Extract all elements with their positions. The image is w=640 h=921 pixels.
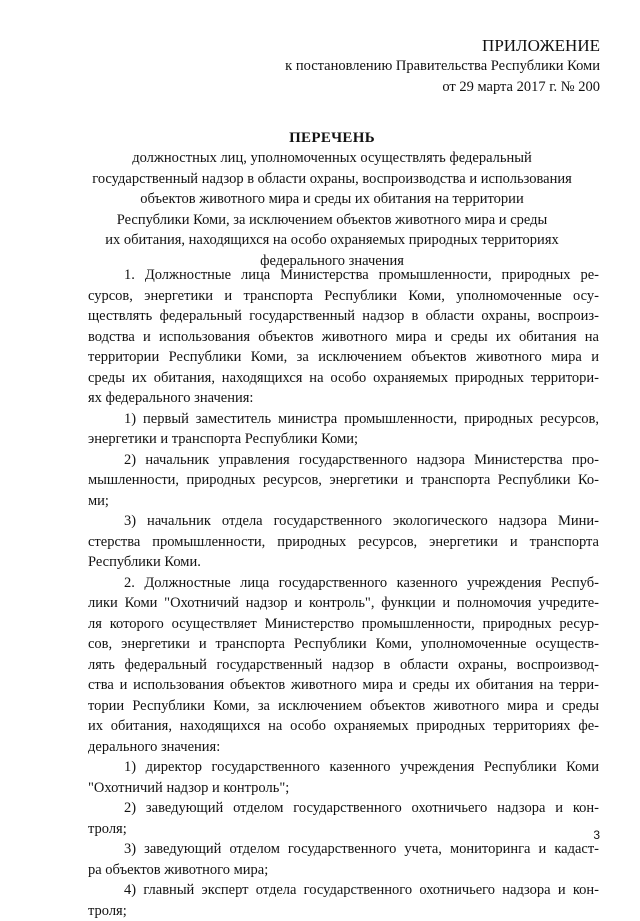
body-line: среды их обитания, находящихся на особо охраняемых природных территори- [88, 368, 599, 389]
body-line: 3) начальник отдела государственного экологического надзора Мини- [88, 511, 599, 532]
body-line: ми; [88, 491, 599, 512]
body-line: сурсов, энергетики и транспорта Республики Коми, уполномоченные осу- [88, 286, 599, 307]
body-line: стерства промышленности, природных ресурсов, энергетики и транспорта [88, 532, 599, 553]
body-line: водства и использования объектов животного мира и среды их обитания на [88, 327, 599, 348]
body-line: 2) заведующий отделом государственного охотничьего надзора и кон- [88, 798, 599, 819]
body-line: их обитания, находящихся на особо охраняемых природных территориях фе- [88, 716, 599, 737]
body-line: Республики Коми. [88, 552, 599, 573]
appendix-title: ПРИЛОЖЕНИЕ [285, 36, 600, 56]
body-line: тории Республики Коми, за исключением объектов животного мира и среды [88, 696, 599, 717]
heading-line: их обитания, находящихся на особо охраняемых природных территориях [60, 230, 604, 251]
body-line: сов, энергетики и транспорта Республики Коми, уполномоченные осуществ- [88, 634, 599, 655]
document-title: ПЕРЕЧЕНЬ [60, 128, 604, 148]
appendix-line: к постановлению Правительства Республики Коми [285, 56, 600, 77]
body-line: лять федеральный государственный надзор в области охраны, воспроизвод- [88, 655, 599, 676]
body-line: мышленности, природных ресурсов, энергетики и транспорта Республики Ко- [88, 470, 599, 491]
heading-line: должностных лиц, уполномоченных осуществлять федеральный [60, 148, 604, 169]
document-body [88, 265, 599, 921]
body-line: 4) главный эксперт отдела государственного охотничьего надзора и кон- [88, 880, 599, 901]
body-line: территории Республики Коми, за исключением объектов животного мира и [88, 347, 599, 368]
body-line: ля которого осуществляет Министерство промышленности, природных ресур- [88, 614, 599, 635]
body-line: 3) заведующий отделом государственного учета, мониторинга и кадаст- [88, 839, 599, 860]
body-line: ства и использования объектов животного мира и среды их обитания на терри- [88, 675, 599, 696]
body-line: 2) начальник управления государственного надзора Министерства про- [88, 450, 599, 471]
body-line: троля; [88, 819, 599, 840]
body-line: 1) директор государственного казенного учреждения Республики Коми [88, 757, 599, 778]
body-line: 2. Должностные лица государственного казенного учреждения Респуб- [88, 573, 599, 594]
appendix-line: от 29 марта 2017 г. № 200 [285, 77, 600, 98]
body-line: ях федерального значения: [88, 388, 599, 409]
page-number: 3 [593, 828, 600, 842]
heading-line: государственный надзор в области охраны, воспроизводства и использования [60, 169, 604, 190]
body-line: 1) первый заместитель министра промышленности, природных ресурсов, [88, 409, 599, 430]
body-line: троля; [88, 901, 599, 921]
document-heading [60, 128, 604, 271]
heading-line: Республики Коми, за исключением объектов животного мира и среды [60, 210, 604, 231]
appendix-header [285, 36, 600, 98]
body-line: лики Коми "Охотничий надзор и контроль", функции и полномочия учредите- [88, 593, 599, 614]
body-line: энергетики и транспорта Республики Коми; [88, 429, 599, 450]
body-line: дерального значения: [88, 737, 599, 758]
heading-line: объектов животного мира и среды их обитания на территории [60, 189, 604, 210]
heading-line: федерального значения [60, 251, 604, 272]
body-line: "Охотничий надзор и контроль"; [88, 778, 599, 799]
body-line: ра объектов животного мира; [88, 860, 599, 881]
body-line: ществлять федеральный государственный надзор в области охраны, воспроиз- [88, 306, 599, 327]
body-line: 1. Должностные лица Министерства промышленности, природных ре- [88, 265, 599, 286]
